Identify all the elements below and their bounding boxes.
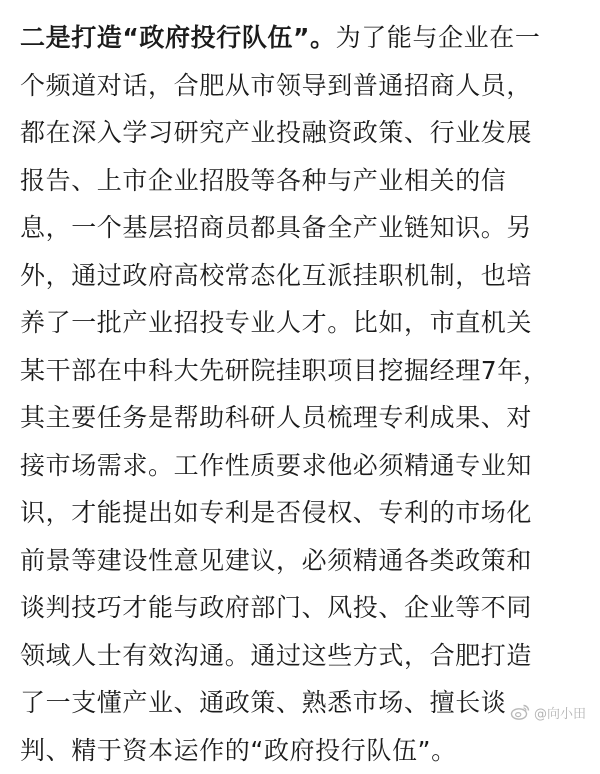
- article-line-9: 其主要任务是帮助科研人员梳理专利成果、对: [20, 394, 582, 442]
- article-line-13: 谈判技巧才能与政府部门、风投、企业等不同: [20, 584, 582, 632]
- article-body: [20, 14, 582, 774]
- weibo-icon: [510, 702, 530, 722]
- article-line-8: 某干部在中科大先研院挂职项目挖掘经理7年，: [20, 347, 582, 395]
- article-line-3: 都在深入学习研究产业投融资政策、行业发展: [20, 109, 582, 157]
- article-line-4: 报告、上市企业招股等各种与产业相关的信: [20, 157, 582, 205]
- weibo-watermark: [510, 699, 586, 725]
- article-line-5: 息，一个基层招商员都具备全产业链知识。另: [20, 204, 582, 252]
- article-line-7: 养了一批产业招投专业人才。比如，市直机关: [20, 299, 582, 347]
- article-line-14: 领域人士有效沟通。通过这些方式，合肥打造: [20, 632, 582, 680]
- article-line-15: 了一支懂产业、通政策、熟悉市场、擅长谈: [20, 679, 582, 727]
- article-line-1: [20, 14, 582, 62]
- article-line-1-text: 为了能与企业在一: [336, 23, 541, 52]
- article-line-16: 判、精于资本运作的“政府投行队伍”。: [20, 727, 582, 774]
- article-line-12: 前景等建设性意见建议，必须精通各类政策和: [20, 537, 582, 585]
- article-line-11: 识，才能提出如专利是否侵权、专利的市场化: [20, 489, 582, 537]
- watermark-text: @向小田: [534, 703, 586, 722]
- article-line-10: 接市场需求。工作性质要求他必须精通专业知: [20, 442, 582, 490]
- article-line-2: 个频道对话，合肥从市领导到普通招商人员，: [20, 62, 582, 110]
- lead-sentence: 二是打造“政府投行队伍”。: [20, 23, 336, 52]
- article-line-6: 外，通过政府高校常态化互派挂职机制，也培: [20, 252, 582, 300]
